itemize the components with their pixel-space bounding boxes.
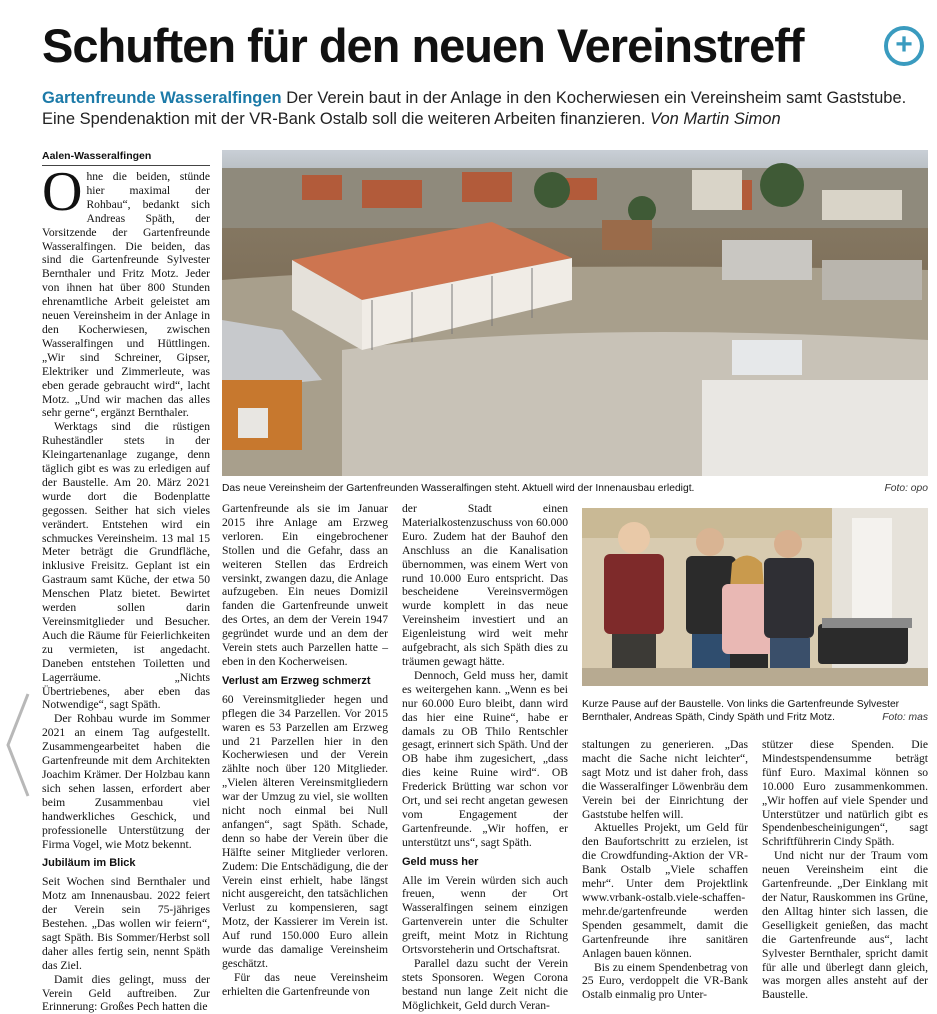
dropcap: O (42, 161, 83, 223)
paragraph: Dennoch, Geld muss her, damit es weitergehen kann. „Wenn es bei nur 60.000 Euro bleibt, dann wird das hier eine Ruine“, habe er damals zu OB Thilo Rentschler gesagt, erinnert sich Späth. Und der OB habe ihm zugesichert, „dass dies keine Ruine wird“. OB Frederick Brütting war schon vor Ort, und sei recht angetan gewesen vom Engagement der Gartenfreunde. „Wir hoffen, er unterstützt uns“, sagt Späth. (402, 668, 568, 849)
paragraph: staltungen zu generieren. „Das macht die Sache nicht leichter“, sagt Motz und ist daher froh, dass die Wasseralfinger Löwenbräu dem Verein bei der Einrichtung der Gaststube helfen will. (582, 738, 748, 821)
paragraph: Für das neue Vereinsheim erhielten die Gartenfreunde von (222, 970, 388, 998)
byline: Von Martin Simon (650, 110, 781, 128)
subheading: Jubiläum im Blick (42, 857, 136, 870)
dateline: Aalen-Wasseralfingen (42, 150, 210, 166)
paragraph: Aktuelles Projekt, um Geld für den Baufortschritt zu erzielen, ist die Crowdfunding-Aktion der VR-Bank Ostalb „Viele schaffen mehr“. Unter dem Projektlink www.vrbank-ostalb.viele-schaffen-mehr.de/gartenfreunde werden Spenden gesammelt, damit die Gartenfreunde ihre sanitären Anlagen bauen können. (582, 821, 748, 960)
paragraph: der Stadt einen Materialkostenzuschuss von 60.000 Euro. Zudem hat der Bauhof den Anschluss an die Kanalisation übernommen, was einem Wert von rund 10.000 Euro entspricht. Das bescheidene Vereinsvermögen wurde komplett in das neue Vereinsheim investiert und an Eigenleistung wird weit mehr aufgebracht, als sich Späth dies zu träumen gewagt hätte. (402, 502, 568, 668)
chevron-left-icon[interactable] (4, 690, 32, 800)
photo-garden-clubhouse-image (222, 150, 928, 476)
column-2 (222, 502, 388, 998)
plus-badge-icon: + (884, 26, 924, 66)
paragraph: Seit Wochen sind Bernthaler und Motz am Innenausbau. 2022 feiert der Verein sein 75-jähriges Bestehen. „Das wollen wir feiern“, sagt Späth. Bis Sommer/Herbst soll daher alles fertig sein, nennt Späth das Ziel. (42, 875, 210, 972)
photo-1-credit: Foto: opo (884, 483, 928, 494)
paragraph: Gartenfreunde als sie im Januar 2015 ihre Anlage am Erzweg verloren. Ein eingebrochener Stollen und die Gefahr, dass an weiteren Stellen das Erdreich versinkt, zwangen dazu, die Anlage aufzugeben. Ein neues Domizil fanden die Gartenfreunde unweit des Ortes, an dem der Verein 1947 gegründet wurde und an dem der Verein stets auch Parzellen hatte – eben in den Kocherweisen. (222, 502, 388, 668)
paragraph: Werktags sind die rüstigen Ruheständler stets in der Kleingartenanlage zugange, denn täglich gibt es was zu erledigen auf der Baustelle. Am 20. März 2021 wurde dort die Bodenplatte gegossen. Seither hat sich vieles verändert. Entstehen wird ein schmuckes Vereinsheim. 13 mal 15 Meter beträgt die Grundfläche, inklusive Freisitz. Geplant ist ein Gastraum samt Küche, der etwa 50 Menschen Platz bietet. Bewirtet werden sollen darin Vereinsmitglieder und Besucher. Auch die Räume für Feierlichkeiten zu vermieten, ist angedacht. Daneben entstehen Toiletten und Lagerräume. „Nichts Übertriebenes, aber eben das Notwendige“, sagt Späth. (42, 420, 210, 712)
photo-garden-clubhouse (222, 150, 928, 476)
paragraph: Ohne die beiden, stünde hier maximal der Rohbau“, bedankt sich Andreas Späth, der Vorsitzende der Gartenfreunde Wasseralfingen. Die beiden, das sind die Gartenfreunde Sylvester Bernthaler und Fritz Motz. Jeder von ihnen hat über 800 Stunden ehrenamtliche Arbeit geleistet am neuen Vereinsheim in der Anlage in den Kocherwiesen, zwischen Wasseralfingen und Hüttlingen. „Wir sind Schreiner, Gipser, Elektriker und Zimmerleute, was eben gerade gebraucht wird“, lacht Motz. „Und wir machen das alles sehr gerne“, ergänzt Bernthaler. (42, 161, 210, 420)
paragraph: Alle im Verein würden sich auch freuen, wenn der Ort Wasseralfingen seinem einzigen Gartenverein unter die Schulter greift, meint Motz in Richtung Ortsvorsteherin und Ortschaftsrat. (402, 873, 568, 957)
paragraph: stützer diese Spenden. Die Mindestspendensumme beträgt fünf Euro. Maximal können so 10.000 Euro zusammenkommen. „Wir hoffen auf viele Spender und Unterstützer und natürlich gibt es Spendenbescheinigungen“, sagt Schriftführerin Cindy Späth. (762, 738, 928, 849)
paragraph: 60 Vereinsmitglieder hegen und pflegen die 34 Parzellen. Vor 2015 waren es 53 Parzellen am Erzweg und 21 Parzellen hier in den Kocherwiesen und der Verein zählte noch über 120 Mitglieder. „Vielen älteren Vereinsmitgliedern war der Umzug zu viel, sie wollten nicht noch einmal bei Null anfangen“, sagt Späth. Schade, denn so habe der Verein über die Hälfte seiner Mitglieder verloren. Zudem: Die Entschädigung, die der Verein einst erhielt, habe längst nicht ausgereicht, den tatsächlichen Verlust zu kompensieren, sagt Motz, der Kassierer im Verein ist. Auf rund 150.000 Euro allein wurde das damalige Vereinsheim geschätzt. (222, 692, 388, 970)
paragraph: Damit dies gelingt, muss der Verein Geld auftreiben. Zur Erinnerung: Großes Pech hatten die (42, 972, 210, 1014)
paragraph: Der Rohbau wurde im Sommer 2021 an einem Tag aufgestellt. Zusammengearbeitet haben die Gartenfreunde mit dem Architekten Joachim Krämer. Der Holzbau kann sich sehen lassen, erfordert aber beim Zusammenbau viel handwerkliches Geschick, und professionelle Unterstützung der Firma Vogel, wie Motz bekennt. (42, 712, 210, 851)
subheading: Geld muss her (402, 855, 479, 868)
photo-club-members (582, 508, 928, 686)
column-1 (42, 161, 210, 1014)
subheading: Verlust am Erzweg schmerzt (222, 674, 371, 687)
column-4 (582, 738, 748, 1002)
photo-2-credit: Foto: mas (882, 712, 928, 723)
deck (42, 88, 922, 130)
column-5 (762, 738, 928, 1002)
headline: Schuften für den neuen Vereinstreff (42, 19, 804, 72)
photo-1-caption: Das neue Vereinsheim der Gartenfreunden Wasseralfingen steht. Aktuell wird der Innenausbau erledigt. Foto: opo (222, 483, 928, 494)
photo-club-members-image (582, 508, 928, 686)
paragraph: Bis zu einem Spendenbetrag von 25 Euro, verdoppelt die VR-Bank Ostalb einmalig pro Unter- (582, 960, 748, 1002)
deck-kicker: Gartenfreunde Wasseralfingen (42, 89, 282, 107)
paragraph: Parallel dazu sucht der Verein stets Sponsoren. Wegen Corona bestand nun lange Zeit nicht die Möglichkeit, Geld durch Veran- (402, 957, 568, 1012)
photo-2-caption: Kurze Pause auf der Baustelle. Von links die Gartenfreunde Sylvester Bernthaler, Andreas Späth, Cindy Späth und Fritz Motz. Foto: mas (582, 699, 928, 723)
deck-text: Der Verein baut in der Anlage in den Kocherwiesen ein Vereinsheim samt Gaststube. Eine Spendenaktion mit der VR-Bank Ostalb soll die weiteren Arbeiten finanzieren. (42, 89, 907, 128)
paragraph: Und nicht nur der Traum vom neuen Vereinsheim eint die Gartenfreunde. „Der Einklang mit der Natur, Rauskommen ins Grüne, den Alltag hinter sich lassen, die Geselligkeit genießen, das macht die Gartenfreunde aus“, lacht Sylvester Bernthaler, spricht damit für alle und überlegt dann gleich, was morgen alles ansteht auf der Baustelle. (762, 849, 928, 1002)
column-3 (402, 502, 568, 1012)
